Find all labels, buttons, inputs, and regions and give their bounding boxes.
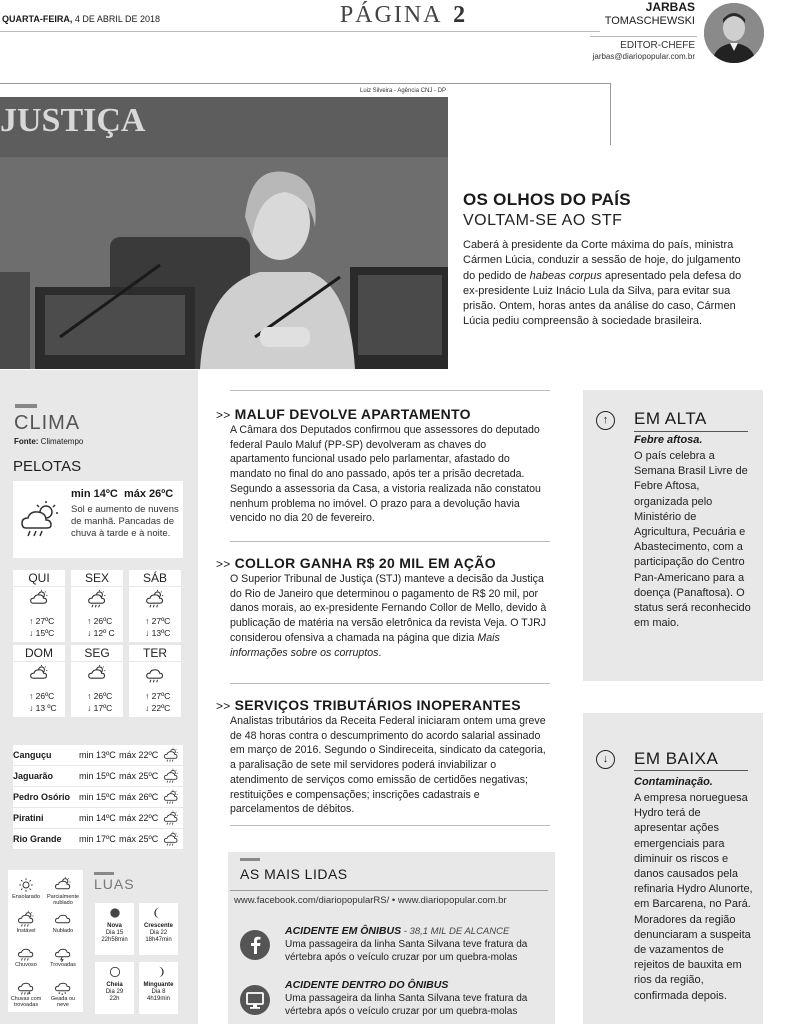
day-name: SEG bbox=[71, 645, 123, 661]
city-name: Jaguarão bbox=[13, 771, 54, 781]
day-forecast-card bbox=[71, 662, 123, 717]
day-forecast-card bbox=[129, 662, 181, 717]
sun-icon bbox=[16, 876, 36, 894]
legend-item bbox=[8, 876, 44, 900]
weather-source-value: Climatempo bbox=[40, 437, 84, 446]
em-baixa-text: A empresa norueguesa Hydro terá de apresentar ações emergenciais para diminuir os riscos e danos causados pela refinaria Hydro Alunorte, em Barcarena, no Pará. Moradores da região denunciaram a suspeita de vazamentos de rejeitos de bauxita em rios da região, confirmada depois. bbox=[634, 792, 753, 1002]
day-forecast-card bbox=[13, 587, 65, 642]
day-min: ↓ 12º C bbox=[87, 628, 115, 638]
news-divider-4 bbox=[230, 825, 550, 826]
feature-subtitle: VOLTAM-SE AO STF bbox=[463, 212, 623, 229]
news1-arrow: >> bbox=[216, 408, 231, 422]
rain-storm-icon bbox=[16, 978, 36, 996]
news1-text: A Câmara dos Deputados confirmou que assessores do deputado federal Paulo Maluf (PP-SP) devolveram as chaves do apartamento funcional usado pelo parlamentar, afastado do mandato no final do ano passado, após ter a prisão decretada. Segundo a assessoria da Casa, a vistoria realizada não constatou nenhum problema no imóvel. O prazo para a devolução havia vencido no dia 20 de fevereiro. bbox=[230, 424, 541, 525]
day-name: SÁB bbox=[129, 570, 181, 586]
legend-item bbox=[45, 876, 81, 906]
day-name: TER bbox=[129, 645, 181, 661]
city-min: min 14ºC bbox=[79, 813, 116, 823]
most-read-title: AS MAIS LIDAS bbox=[240, 866, 348, 882]
legend-label: Chuvas com trovoadas bbox=[10, 996, 42, 1008]
rain-icon bbox=[16, 944, 36, 962]
legend-label: Nublado bbox=[52, 928, 74, 934]
legend-label: Trovoadas bbox=[50, 962, 76, 968]
header-divider bbox=[0, 31, 600, 32]
legend-item bbox=[45, 978, 81, 1008]
arrow-up-icon: ↑ bbox=[596, 411, 615, 430]
moon-phase-name: Cheia bbox=[106, 982, 123, 988]
crescent-moon-icon bbox=[151, 905, 167, 921]
news2-text bbox=[230, 572, 548, 660]
moon-phase-date: Dia 15 bbox=[105, 930, 124, 936]
waning-moon-icon bbox=[151, 964, 167, 980]
unstable-icon bbox=[16, 910, 36, 928]
sun-cloud-icon bbox=[27, 664, 51, 684]
today-minmax bbox=[71, 488, 173, 500]
sun-cloud-rain-icon bbox=[20, 500, 64, 545]
news-divider-2 bbox=[230, 541, 550, 542]
photo-credit: Luiz Silveira - Agência CNJ - DP bbox=[360, 88, 447, 94]
moon-phase-card bbox=[139, 962, 178, 1014]
rain-icon bbox=[143, 664, 167, 684]
day-name: SEX bbox=[71, 570, 123, 586]
legend-item bbox=[8, 910, 44, 934]
day-forecast-card bbox=[13, 662, 65, 717]
today-max: máx 26ºC bbox=[123, 488, 174, 500]
feature-text-part1: Caberá à presidente da Corte máxima do país, ministra Cármen Lúcia, conduzir a sessão de hoje, do julgamento do pedido de bbox=[463, 239, 741, 282]
city-name: Pedro Osório bbox=[13, 792, 71, 802]
storm-icon bbox=[53, 944, 73, 962]
day-max: ↑ 27ºC bbox=[29, 616, 55, 626]
sun-rain-icon bbox=[161, 831, 181, 847]
moons-title: LUAS bbox=[94, 876, 135, 892]
city-max: máx 26ºC bbox=[119, 792, 159, 802]
cloud-icon bbox=[53, 910, 73, 928]
city-row bbox=[13, 829, 183, 849]
sun-rain-icon bbox=[143, 589, 167, 609]
city-row bbox=[13, 745, 183, 765]
news2-title bbox=[216, 555, 496, 571]
justica-sign: JUSTIÇA bbox=[0, 102, 146, 139]
moon-phase-card bbox=[95, 962, 134, 1014]
moon-phase-name: Minguante bbox=[143, 982, 174, 988]
moon-phase-time: 22h58min bbox=[101, 937, 128, 943]
page-label: PÁGINA bbox=[339, 2, 442, 28]
feature-text-italic: habeas corpus bbox=[529, 269, 602, 282]
feature-title: OS OLHOS DO PAÍS bbox=[463, 190, 631, 209]
moon-phase-time: 4h19min bbox=[146, 996, 170, 1002]
moon-phase-card bbox=[139, 903, 178, 955]
city-min: min 15ºC bbox=[79, 771, 116, 781]
avatar-portrait-icon bbox=[704, 3, 764, 63]
most-read-links[interactable]: www.facebook.com/diariopopularRS/ • www.diariopopular.com.br bbox=[234, 895, 507, 906]
city-max: máx 25ºC bbox=[119, 771, 159, 781]
city-row bbox=[13, 787, 183, 807]
moon-phase-date: Dia 29 bbox=[105, 989, 124, 995]
moon-phase-name: Nova bbox=[107, 923, 122, 929]
news2-text-end: . bbox=[378, 646, 382, 659]
feature-text-part2: apresentado pela defesa do ex-presidente Luiz Inácio Lula da Silva, para evitar sua prisão. Ontem, horas antes da análise do caso, Cármen Lúcia pediu compreensão à sociedade brasileira. bbox=[463, 269, 742, 328]
snow-icon bbox=[53, 978, 73, 996]
today-description: Sol e aumento de nuvens de manhã. Pancadas de chuva à tarde e à noite. bbox=[71, 504, 179, 539]
day-min: ↓ 17ºC bbox=[87, 703, 113, 713]
most-read-1-text: Uma passageira da linha Santa Silvana teve fratura da vértebra após o veículo cruzar por um quebra-molas bbox=[285, 939, 528, 963]
editor-divider bbox=[590, 36, 697, 37]
legend-label: Parcialmente nublado bbox=[46, 894, 80, 906]
news2-text-main: O Superior Tribunal de Justiça (STJ) manteve a decisão da Justiça do Rio de Janeiro que determinou o pagamento de R$ 20 mil, por danos morais, ao ex-presidente Fernando Collor de Mello, devido à publicação de matéria na versão eletrônica da revista Veja. O TJRJ considerou ofensiva a chamada na página que dizia bbox=[230, 573, 547, 644]
editor-role: EDITOR-CHEFE bbox=[620, 40, 695, 51]
day-min: ↓ 22ºC bbox=[145, 703, 171, 713]
city-min: min 17ºC bbox=[79, 834, 116, 844]
moon-phase-date: Dia 8 bbox=[151, 989, 166, 995]
legend-label: Geada ou neve bbox=[50, 996, 76, 1008]
day-min: ↓ 13 ºC bbox=[29, 703, 57, 713]
sun-rain-icon bbox=[161, 810, 181, 826]
computer-icon[interactable] bbox=[240, 985, 270, 1015]
legend-label: Chuvoso bbox=[15, 962, 37, 968]
full-moon-icon bbox=[107, 964, 123, 980]
new-moon-icon bbox=[107, 905, 123, 921]
legend-label: Instável bbox=[16, 928, 36, 934]
city-min: min 13ºC bbox=[79, 750, 116, 760]
most-read-2-title[interactable]: ACIDENTE DENTRO DO ÔNIBUS bbox=[285, 979, 449, 991]
court-scene-illustration bbox=[0, 97, 448, 369]
day-name: DOM bbox=[13, 645, 65, 661]
em-baixa-title: EM BAIXA bbox=[634, 749, 719, 768]
day-max: ↑ 26ºC bbox=[87, 691, 113, 701]
em-alta-head: Febre aftosa. bbox=[634, 434, 703, 446]
moon-phase-name: Crescente bbox=[143, 923, 173, 929]
city-row bbox=[13, 766, 183, 786]
city-max: máx 22ºC bbox=[119, 813, 159, 823]
legend-item bbox=[8, 944, 44, 968]
arrow-down-icon: ↓ bbox=[596, 750, 615, 769]
weather-source-label: Fonte: bbox=[14, 437, 39, 446]
news2-text-italic: Mais informações sobre os corruptos bbox=[230, 631, 500, 659]
page-number: 2 bbox=[453, 2, 468, 28]
moon-phase-card bbox=[95, 903, 134, 955]
sun-rain-icon bbox=[161, 768, 181, 784]
legend-item bbox=[8, 978, 44, 1008]
editor-first-name: JARBAS bbox=[645, 0, 695, 14]
em-alta-title: EM ALTA bbox=[634, 409, 707, 428]
weather-title: CLIMA bbox=[14, 412, 81, 434]
em-baixa-head: Contaminação. bbox=[634, 776, 713, 788]
news-divider-3 bbox=[230, 683, 550, 684]
luas-accent-bar bbox=[94, 872, 114, 875]
sun-rain-icon bbox=[85, 589, 109, 609]
legend-item bbox=[45, 944, 81, 968]
news3-title-text: SERVIÇOS TRIBUTÁRIOS INOPERANTES bbox=[234, 697, 521, 713]
moon-phase-time: 18h47min bbox=[145, 937, 172, 943]
day-max: ↑ 27ºC bbox=[145, 616, 171, 626]
most-read-2-text: Uma passageira da linha Santa Silvana teve fratura da vértebra após o veículo cruzar por um quebra-molas bbox=[285, 993, 528, 1017]
date-weekday: QUARTA-FEIRA, bbox=[2, 14, 73, 24]
city-max: máx 25ºC bbox=[119, 834, 159, 844]
city-min: min 15ºC bbox=[79, 792, 116, 802]
city-name: Piratini bbox=[13, 813, 44, 823]
feature-photo bbox=[0, 97, 448, 369]
day-min: ↓ 13ºC bbox=[145, 628, 171, 638]
today-min: min 14ºC bbox=[71, 488, 118, 500]
news1-title-text: MALUF DEVOLVE APARTAMENTO bbox=[234, 406, 471, 422]
city-max: máx 22ºC bbox=[119, 750, 159, 760]
news2-arrow: >> bbox=[216, 557, 231, 571]
day-max: ↑ 26ºC bbox=[87, 616, 113, 626]
weather-city: PELOTAS bbox=[13, 458, 82, 475]
date-rest: 4 DE ABRIL DE 2018 bbox=[74, 14, 161, 24]
day-min: ↓ 15ºC bbox=[29, 628, 55, 638]
most-read-1-title[interactable] bbox=[285, 925, 509, 937]
partly-cloudy-icon bbox=[53, 876, 73, 894]
news2-title-text: COLLOR GANHA R$ 20 MIL EM AÇÃO bbox=[234, 555, 496, 571]
news1-title bbox=[216, 406, 471, 422]
city-name: Rio Grande bbox=[13, 834, 62, 844]
most-read-1-reach: - 38,1 MIL DE ALCANCE bbox=[401, 926, 510, 937]
em-alta-text: O país celebra a Semana Brasil Livre de Febre Aftosa, organizada pelo Ministério de Agricultura, Pecuária e Abastecimento, com a participação do Centro Pan-Americano para a doença (Panaftosa). O status será reconhecido em maio. bbox=[634, 450, 751, 630]
day-name: QUI bbox=[13, 570, 65, 586]
news3-arrow: >> bbox=[216, 699, 231, 713]
em-alta-underline bbox=[634, 431, 748, 432]
moon-phase-time: 22h bbox=[109, 996, 120, 1002]
editor-last-name: TOMASCHEWSKI bbox=[604, 15, 695, 27]
editor-avatar bbox=[704, 3, 764, 63]
moon-phase-date: Dia 22 bbox=[149, 930, 168, 936]
weather-source bbox=[14, 437, 83, 446]
day-max: ↑ 26ºC bbox=[29, 691, 55, 701]
day-forecast-card bbox=[129, 587, 181, 642]
city-row bbox=[13, 808, 183, 828]
news3-title bbox=[216, 697, 521, 713]
sun-cloud-icon bbox=[27, 589, 51, 609]
most-read-1-title-text: ACIDENTE EM ÔNIBUS bbox=[285, 925, 402, 937]
clima-accent-bar bbox=[15, 404, 37, 408]
sun-rain-icon bbox=[161, 747, 181, 763]
news-divider-1 bbox=[230, 390, 550, 391]
feature-text bbox=[463, 238, 753, 330]
news3-text: Analistas tributários da Receita Federal iniciaram ontem uma greve de 48 horas contra o descumprimento do acordo salarial assinado em março de 2016. Segundo o Sindireceita, sindicato da categoria, a paralisação de sete mil servidores poderá inviabilizar o atendimento de serviços como emissão de certidões negativas; restituições e compensações; inscrições cadastrais e parcelamentos de débitos. bbox=[230, 715, 546, 816]
most-read-accent bbox=[240, 858, 260, 861]
legend-item bbox=[45, 910, 81, 934]
sun-rain-icon bbox=[161, 789, 181, 805]
city-name: Canguçu bbox=[13, 750, 52, 760]
legend-label: Ensolarado bbox=[12, 894, 40, 900]
day-max: ↑ 27ºC bbox=[145, 691, 171, 701]
facebook-icon[interactable] bbox=[240, 930, 270, 960]
editor-email[interactable]: jarbas@diariopopular.com.br bbox=[592, 52, 695, 61]
most-read-divider bbox=[230, 890, 548, 891]
sun-cloud-icon bbox=[85, 664, 109, 684]
em-baixa-underline bbox=[634, 770, 748, 771]
day-forecast-card bbox=[71, 587, 123, 642]
